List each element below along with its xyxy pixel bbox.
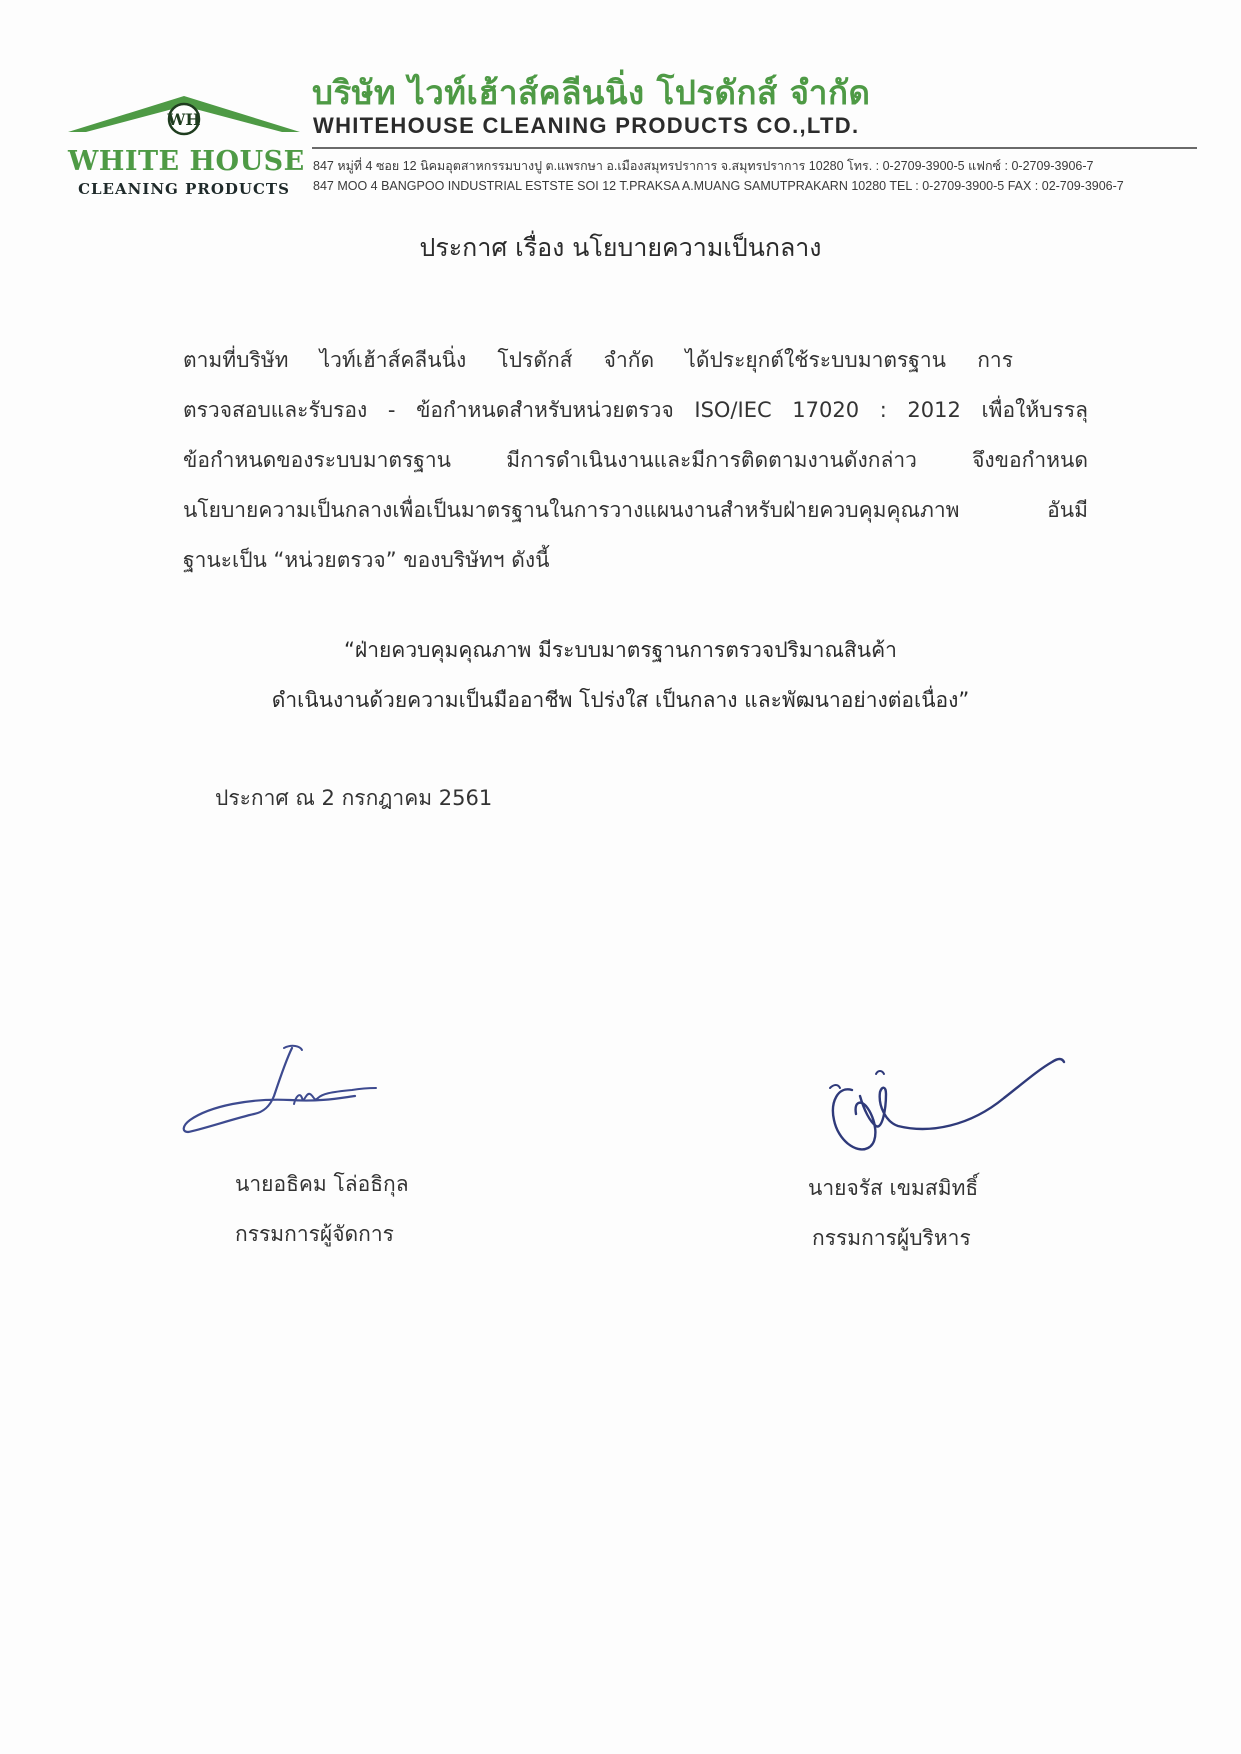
signatory-position: กรรมการผู้บริหาร — [812, 1226, 971, 1250]
company-logo — [68, 92, 305, 202]
address-thai: 847 หมู่ที่ 4 ซอย 12 นิคมอุตสาหกรรมบางปู ต.แพรกษา อ.เมืองสมุทรปราการ จ.สมุทรปราการ 10280 โทร. : 0-2709-3900-5 แฟกซ์ : 0-2709-3906-7 — [313, 159, 1094, 173]
company-name-thai: บริษัท ไวท์เฮ้าส์คลีนนิ่ง โปรดักส์ จำกัด — [312, 73, 871, 112]
policy-quote-line: ดำเนินงานด้วยความเป็นมืออาชีพ โปร่งใส เป็นกลาง และพัฒนาอย่างต่อเนื่อง” — [271, 688, 970, 712]
svg-text:WH: WH — [167, 110, 201, 129]
announcement-title: ประกาศ เรื่อง นโยบายความเป็นกลาง — [419, 233, 822, 262]
logo-name: WHITE HOUSE — [68, 146, 305, 177]
paragraph-line: นโยบายความเป็นกลางเพื่อเป็นมาตรฐานในการวางแผนงานสำหรับฝ่ายควบคุมคุณภาพ อันมี — [183, 498, 1088, 522]
address-english: 847 MOO 4 BANGPOO INDUSTRIAL ESTSTE SOI 12 T.PRAKSA A.MUANG SAMUTPRAKARN 10280 TEL : 0-2709-3900-5 FAX : 02-709-3906-7 — [313, 179, 1124, 193]
paragraph-line: ตรวจสอบและรับรอง - ข้อกำหนดสำหรับหน่วยตรวจ ISO/IEC 17020 : 2012 เพื่อให้บรรลุ — [183, 398, 1088, 422]
company-name-english: WHITEHOUSE CLEANING PRODUCTS CO.,LTD. — [313, 113, 860, 138]
paragraph-line: ตามที่บริษัท ไวท์เฮ้าส์คลีนนิ่ง โปรดักส์ จำกัด ได้ประยุกต์ใช้ระบบมาตรฐาน การ — [183, 348, 1013, 372]
logo-subtitle: CLEANING PRODUCTS — [78, 180, 290, 198]
handwritten-signature-icon — [180, 1040, 480, 1170]
house-roof-emblem-icon — [68, 92, 300, 152]
letterhead-divider — [312, 147, 1197, 149]
paragraph-line: ฐานะเป็น “หน่วยตรวจ” ของบริษัทฯ ดังนี้ — [183, 548, 550, 572]
paragraph-line: ข้อกำหนดของระบบมาตรฐาน มีการดำเนินงานและมีการติดตามงานดังกล่าว จึงขอกำหนด — [183, 448, 1088, 472]
signature-managing-director — [180, 1040, 480, 1240]
announcement-date: ประกาศ ณ 2 กรกฎาคม 2561 — [215, 786, 493, 810]
signatory-position: กรรมการผู้จัดการ — [235, 1222, 394, 1246]
handwritten-signature-icon — [790, 1030, 1140, 1180]
policy-quote-line: “ฝ่ายควบคุมคุณภาพ มีระบบมาตรฐานการตรวจปริมาณสินค้า — [344, 638, 897, 662]
signatory-name: นายจรัส เขมสมิทธิ์ — [808, 1176, 979, 1200]
signature-executive-director — [790, 1030, 1140, 1250]
signatory-name: นายอธิคม โล่อธิกุล — [235, 1172, 409, 1196]
